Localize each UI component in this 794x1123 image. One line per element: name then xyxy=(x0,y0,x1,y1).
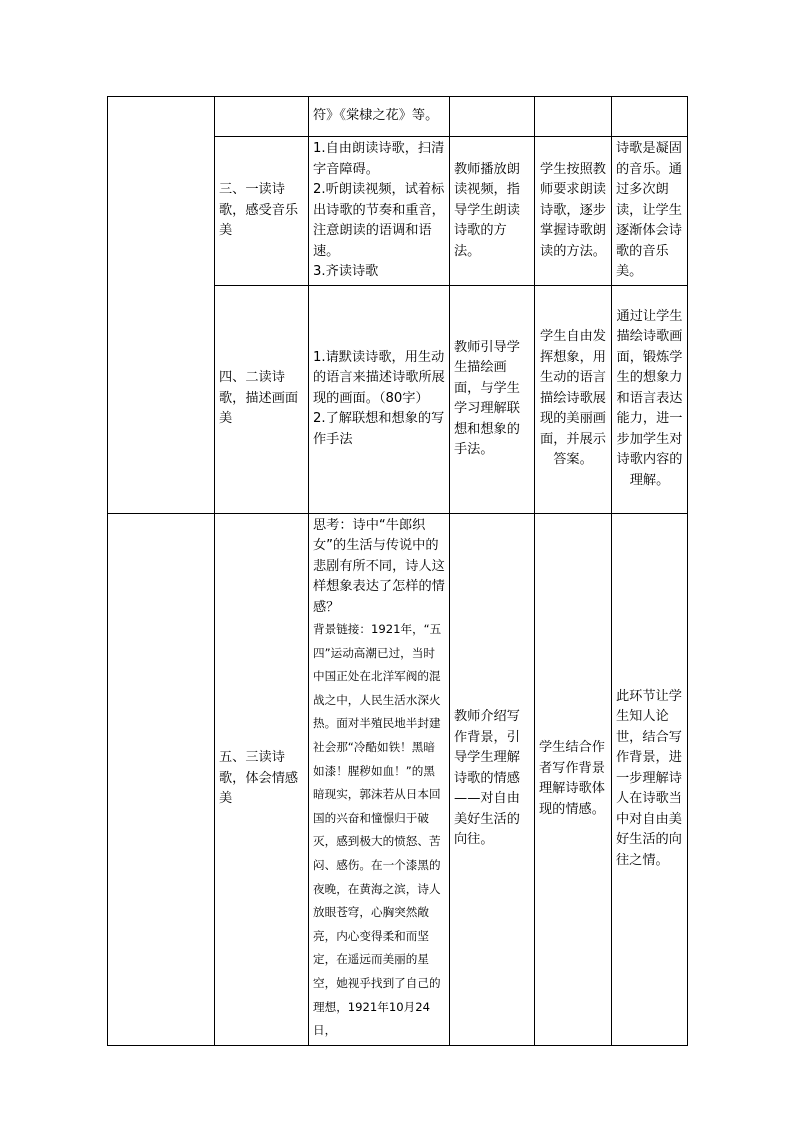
student-activity-cell: 学生结合作者写作背景理解诗歌体现的情感。 xyxy=(535,513,612,1045)
design-intent-cell: 诗歌是凝固的音乐。通过多次朗读，让学生逐渐体会诗歌的音乐美。 xyxy=(612,137,688,286)
teacher-activity-cell: 教师介绍写作背景，引导学生理解诗歌的情感——对自由美好生活的向往。 xyxy=(450,513,535,1045)
content-cell: 符》《棠棣之花》等。 xyxy=(309,97,450,137)
stage-cell: 五、三读诗歌，体会情感美 xyxy=(215,513,309,1045)
content-cell: 1.自由朗读诗歌，扫清字音障碍。 2.听朗读视频，试着标出诗歌的节奏和重音，注意朗读的语调和语速。 3.齐读诗歌 xyxy=(309,137,450,286)
table-row xyxy=(108,513,688,1045)
content-cell: 1.请默读诗歌，用生动的语言来描述诗歌所展现的画面。（80字） 2.了解联想和想象的写作手法 xyxy=(309,285,450,513)
content-cell xyxy=(309,513,450,1045)
design-intent-cell: 通过让学生描绘诗歌画面，锻炼学生的想象力和语言表达能力，进一步加学生对诗歌内容的理解。 xyxy=(612,285,688,513)
teacher-activity-cell: 教师播放朗读视频，指导学生朗读诗歌的方法。 xyxy=(450,137,535,286)
discussion-question: 思考：诗中“牛郎织女”的生活与传说中的悲剧有所不同，诗人这样想象表达了怎样的情感？ xyxy=(313,517,445,615)
background-link: 背景链接：1921年，“五四”运动高潮已过，当时中国正处在北洋军阀的混战之中，人民生活水深火热。面对半殖民地半封建社会那“冷酷如铁！黑暗如漆！腥秽如血！”的黑暗现实，郭沫若从日本回国的兴奋和憧憬归于破灭，感到极大的愤怒、苦闷、感伤。在一个漆黑的夜晚，在黄海之滨，诗人放眼苍穹，心胸突然敞亮，内心变得柔和而坚定，在遥远而美丽的星空，她视乎找到了自己的理想，1921年10月24日， xyxy=(313,622,442,1038)
teacher-activity-cell: 教师引导学生描绘画面，与学生学习理解联想和想象的手法。 xyxy=(450,285,535,513)
stage-cell: 三、一读诗歌，感受音乐美 xyxy=(215,137,309,286)
teacher-activity-cell xyxy=(450,97,535,137)
section-cell xyxy=(108,513,215,1045)
stage-cell: 四、二读诗歌，描述画面美 xyxy=(215,285,309,513)
table-row xyxy=(108,97,688,137)
stage-cell xyxy=(215,97,309,137)
student-activity-cell xyxy=(535,97,612,137)
section-cell xyxy=(108,97,215,514)
student-activity-cell: 学生自由发挥想象，用生动的语言描绘诗歌展现的美丽画面，并展示答案。 xyxy=(535,285,612,513)
design-intent-cell: 此环节让学生知人论世，结合写作背景，进一步理解诗人在诗歌当中对自由美好生活的向往之情。 xyxy=(612,513,688,1045)
lesson-plan-table xyxy=(107,96,688,1046)
student-activity-cell: 学生按照教师要求朗读诗歌，逐步掌握诗歌朗读的方法。 xyxy=(535,137,612,286)
design-intent-cell xyxy=(612,97,688,137)
